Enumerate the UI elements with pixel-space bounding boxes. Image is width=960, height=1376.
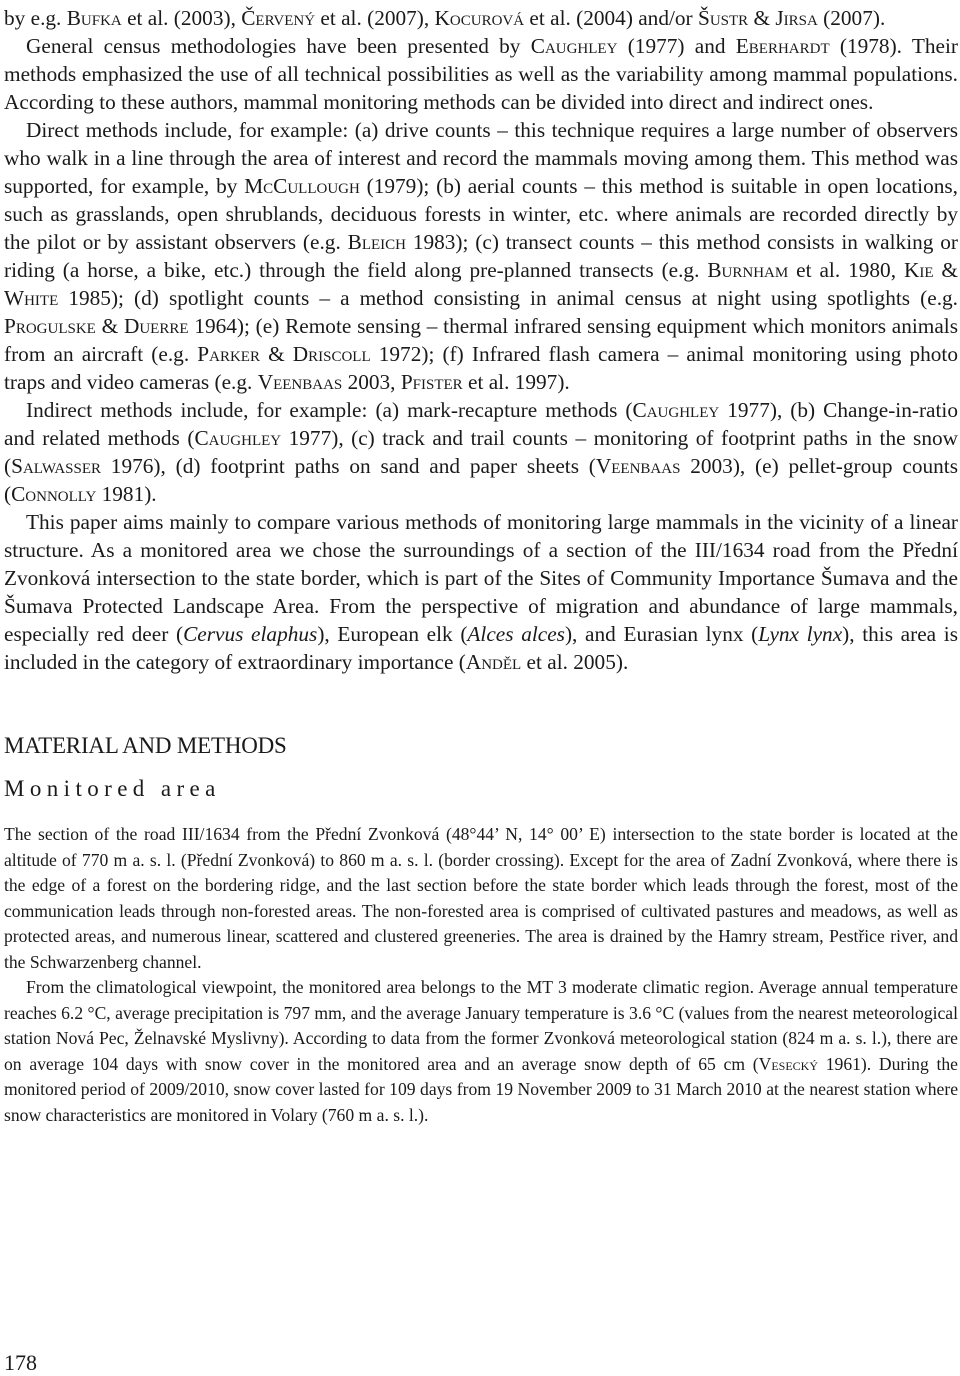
species-name: Alces alces [467,622,565,646]
author-name: Connolly [11,482,97,506]
author-name: Eberhardt [735,34,830,58]
text-run: & [933,258,958,282]
text-run: From the climatological viewpoint, the monitored area belongs to the MT 3 moderate climatic region. Average annual temperature reaches 6.2 °C, average precipitation is 797 mm, and the average January temperature is 3.6 °C (values from the nearest meteorological station Nová Pec, Želnavské Myslivny). According to data from the former Zvonková meteorological station (824 m a. s. l.), there are on average 104 days with snow cover in the monitored area and an average snow depth of 65 cm ( [4,977,959,1074]
species-name: Lynx lynx [758,622,843,646]
author-name: Anděl [465,650,522,674]
author-name: McCullough [244,174,360,198]
text-run: General census methodologies have been presented by [26,34,531,58]
paragraph [4,508,958,676]
author-name: Šustr [697,6,749,30]
author-name: Bleich [347,230,406,254]
author-name: Kie [903,258,934,282]
text-run: 1976), (d) footprint paths on sand and paper sheets ( [101,454,596,478]
text-run: et al. (2003), [121,6,242,30]
text-run: 2003, [342,370,401,394]
methods-text [4,822,958,1128]
author-name: Salwasser [11,454,101,478]
paragraph [4,116,958,396]
author-name: Caughley [194,426,282,450]
text-run: (2007). [817,6,886,30]
text-run: (1978). Their methods emphasized the use of all technical possibilities as well as the variability among mammal populations. According to these authors, mammal monitoring methods can be divided into direct and indirect ones. [4,34,958,114]
text-run: 2003), (e) pellet-group counts ( [4,454,958,506]
text-run: by e.g. [4,6,67,30]
author-name: Vesecký [758,1053,819,1074]
text-run: 1972); (f) Infrared flash camera – animal monitoring using photo traps and video cameras (e.g. [4,342,958,394]
text-run: 1977), (c) track and trail counts – monitoring of footprint paths in the snow ( [4,426,959,478]
text-run: & [95,314,124,338]
text-run: et al. 1980, [788,258,904,282]
text-run: ), this area is included in the category of extraordinary importance ( [4,622,958,674]
paragraph [4,32,958,116]
text-run: This paper aims mainly to compare various methods of monitoring large mammals in the vicinity of a linear structure. As a monitored area we chose the surroundings of a section of the III/1634 road from the Přední Zvonková intersection to the state border, which is part of the Sites of Community Importance Šumava and the Šumava Protected Landscape Area. From the perspective of migration and abundance of large mammals, especially red deer ( [4,510,958,646]
text-run: 1985); (d) spotlight counts – a method consisting in animal census at night using spotlights (e.g. [58,286,958,310]
author-name: Veenbaas [257,370,343,394]
author-name: Caughley [632,398,720,422]
author-name: Kocurová [434,6,525,30]
text-run: 1961). During the monitored period of 2009/2010, snow cover lasted for 109 days from 19 November 2009 to 31 March 2010 at the nearest station where snow characteristics are monitored in Volary (760 m a. s. l.). [4,1053,958,1125]
text-run: (1977) and [617,34,736,58]
author-name: Duerre [123,314,189,338]
text-run: (1979); (b) aerial counts – this method is suitable in open locations, such as grasslands, open shrublands, deciduous forests in winter, etc. where animals are recorded directly by the pilot or by assistant observers (e.g. [4,174,958,254]
text-run: & [748,6,776,30]
text-run: et al. 1997). [462,370,570,394]
text-run: The section of the road III/1634 from the Přední Zvonková (48°44’ N, 14° 00’ E) intersection to the state border is located at the altitude of 770 m a. s. l. (Přední Zvonková) to 860 m a. s. l. (border crossing). Except for the area of Zadní Zvonková, where there is the edge of a forest on the bordering ridge, and the last section before the state border which leads through the forest, most of the communication leads through non-forested areas. The non-forested area is comprised of cultivated pastures and meadows, as well as protected areas, and numerous linear, scattered and clustered greeneries. The area is drained by the Hamry stream, Pestřice river, and the Schwarzenberg channel. [4,824,958,972]
paper-page [4,4,958,1128]
author-name: Burnham [707,258,789,282]
author-name: Progulske [4,314,96,338]
author-name: Caughley [530,34,618,58]
text-run: 1981). [96,482,157,506]
text-run: Indirect methods include, for example: (a) mark-recapture methods ( [26,398,633,422]
author-name: Veenbaas [595,454,681,478]
text-run: & [259,342,293,366]
text-run: Direct methods include, for example: (a) drive counts – this technique requires a large number of observers who walk in a line through the area of interest and record the mammals moving among them. This method was supported, for example, by [4,118,958,198]
page-number: 178 [4,1350,37,1375]
paragraph [4,4,958,32]
author-name: Bufka [66,6,122,30]
text-run: 1977), (b) Change-in-ratio and related methods ( [4,398,958,450]
author-name: Jirsa [775,6,818,30]
paragraph [4,975,958,1128]
text-run: ), and Eurasian lynx ( [564,622,759,646]
text-run: 1983); (c) transect counts – this method consists in walking or riding (a horse, a bike, etc.) through the field along pre-planned transects (e.g. [4,230,958,282]
text-run: et al. (2004) and/or [524,6,698,30]
paragraph [4,822,958,975]
introduction-text [4,4,958,676]
paragraph [4,396,958,508]
subsection-heading: Monitored area [4,776,221,801]
text-run: et al. (2007), [315,6,435,30]
text-run: 1964); (e) Remote sensing – thermal infrared sensing equipment which monitors animals from an aircraft (e.g. [4,314,958,366]
author-name: Červený [241,6,316,30]
author-name: Driscoll [292,342,371,366]
species-name: Cervus elaphus [183,622,318,646]
author-name: Parker [197,342,260,366]
author-name: White [4,286,59,310]
text-run: et al. 2005). [521,650,629,674]
text-run: ), European elk ( [317,622,468,646]
section-heading: MATERIAL AND METHODS [4,733,287,758]
author-name: Pfister [400,370,463,394]
